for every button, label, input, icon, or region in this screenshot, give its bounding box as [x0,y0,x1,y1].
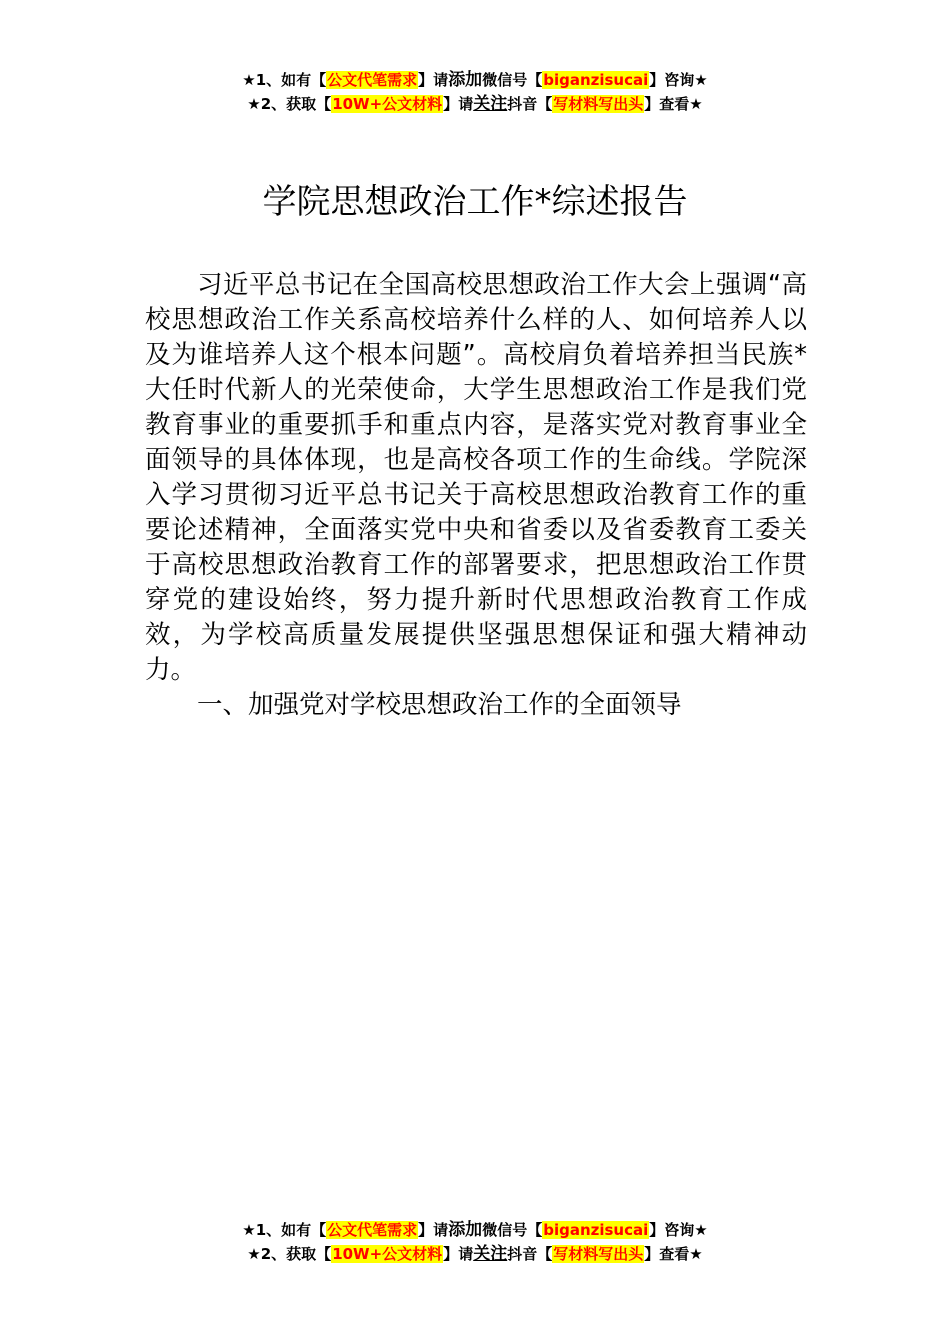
ad-text: 】咨询★ [649,71,708,89]
ad-emphasis: 添加 [448,1220,483,1240]
footer-ad-line-2 [0,1242,950,1266]
ad-text: 】请 [418,1221,449,1239]
ad-emphasis: 关注 [473,94,508,114]
ad-text: 】请 [443,1245,474,1263]
ad-highlight-service: 公文代笔需求 [327,71,418,89]
ad-emphasis: 关注 [473,1244,508,1264]
ad-highlight-wechat-id: biganzisucai [543,71,649,89]
ad-text: 】查看★ [644,95,703,113]
ad-text: 抖音【 [507,1245,553,1263]
body-paragraph: 习近平总书记在全国高校思想政治工作大会上强调“高校思想政治工作关系高校培养什么样的人、如何培养人以及为谁培养人这个根本问题”。高校肩负着培养担当民族*大任时代新人的光荣使命，大学生思想政治工作是我们党教育事业的重要抓手和重点内容，是落实党对教育事业全面领导的具体体现，也是高校各项工作的生命线。学院深入学习贯彻习近平总书记关于高校思想政治教育工作的重要论述精神，全面落实党中央和省委以及省委教育工委关于高校思想政治教育工作的部署要求，把思想政治工作贯穿党的建设始终，努力提升新时代思想政治教育工作成效，为学校高质量发展提供坚强思想保证和强大精神动力。 [145,270,807,685]
ad-highlight-douyin-id: 写材料写出头 [553,1245,644,1263]
ad-emphasis: 添加 [448,70,483,90]
ad-highlight-douyin-id: 写材料写出头 [553,95,644,113]
ad-text: 】咨询★ [649,1221,708,1239]
ad-text: 】请 [443,95,474,113]
ad-highlight-wechat-id: biganzisucai [543,1221,649,1239]
ad-text: 】查看★ [644,1245,703,1263]
ad-text: ★2、获取【 [247,1245,332,1263]
ad-text: 微信号【 [482,1221,543,1239]
ad-highlight-materials: 10W+公文材料 [332,95,443,113]
ad-highlight-service: 公文代笔需求 [327,1221,418,1239]
header-ad-block [0,68,950,116]
ad-text: ★1、如有【 [242,1221,327,1239]
ad-highlight-materials: 10W+公文材料 [332,1245,443,1263]
ad-text: 抖音【 [507,95,553,113]
document-body [145,268,807,723]
ad-text: 微信号【 [482,71,543,89]
section-heading: 一、加强党对学校思想政治工作的全面领导 [197,690,682,720]
footer-ad-block [0,1218,950,1266]
header-ad-line-2 [0,92,950,116]
ad-text: 】请 [418,71,449,89]
header-ad-line-1 [0,68,950,92]
footer-ad-line-1 [0,1218,950,1242]
ad-text: ★1、如有【 [242,71,327,89]
ad-text: ★2、获取【 [247,95,332,113]
document-title: 学院思想政治工作*综述报告 [262,182,688,222]
